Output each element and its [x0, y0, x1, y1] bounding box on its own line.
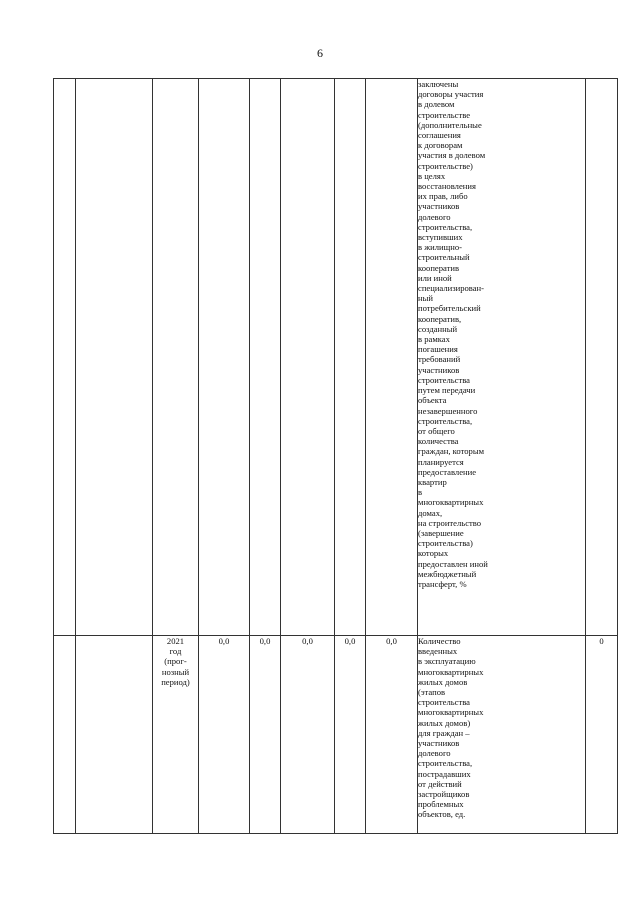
indicator-text: заключены договоры участия в долевом строительстве (дополнительные соглашения к договорам участия в долевом строительстве) в целях восстановления их прав, либо участников долевого строительства, вступивших в жилищно- строительный кооператив или иной специализирован- ный потребительский кооператив, созданный в рамках погашения требований участников строительства путем передачи объекта незавершенного строительства, от общего количества граждан, которым планируется предоставление квартир в многоквартирных домах, на строительство (завершение строительства) которых предоставлен иной межбюджетный трансферт, %: [418, 79, 488, 589]
program-table: [53, 78, 618, 834]
indicator-text: Количество введенных в эксплуатацию многоквартирных жилых домов (этапов строительства многоквартирных жилых домов) для граждан – участников долевого строительства, пострадавших от действий застройщиков проблемных объектов, ед.: [418, 636, 484, 820]
cell-name: [76, 636, 153, 834]
cell-value-5: 0,0: [366, 636, 418, 834]
year-label: 2021 год (прог- нозный период): [161, 636, 190, 687]
cell-value-4: [335, 79, 366, 636]
cell-name: [76, 79, 153, 636]
page-number: 6: [317, 46, 323, 60]
cell-period: [153, 636, 199, 834]
cell-value-3: 0,0: [281, 636, 335, 834]
table-row-2021: [54, 636, 618, 834]
cell-target: [586, 79, 618, 636]
cell-value-1: 0,0: [199, 636, 250, 834]
cell-period: [153, 79, 199, 636]
cell-value-2: 0,0: [250, 636, 281, 834]
cell-index: [54, 79, 76, 636]
cell-index: [54, 636, 76, 834]
cell-indicator-text: [418, 636, 586, 834]
cell-value-5: [366, 79, 418, 636]
cell-indicator-text: [418, 79, 586, 636]
cell-target: 0: [586, 636, 618, 834]
cell-value-2: [250, 79, 281, 636]
cell-value-4: 0,0: [335, 636, 366, 834]
cell-value-3: [281, 79, 335, 636]
cell-value-1: [199, 79, 250, 636]
table-row-continuation: [54, 79, 618, 636]
